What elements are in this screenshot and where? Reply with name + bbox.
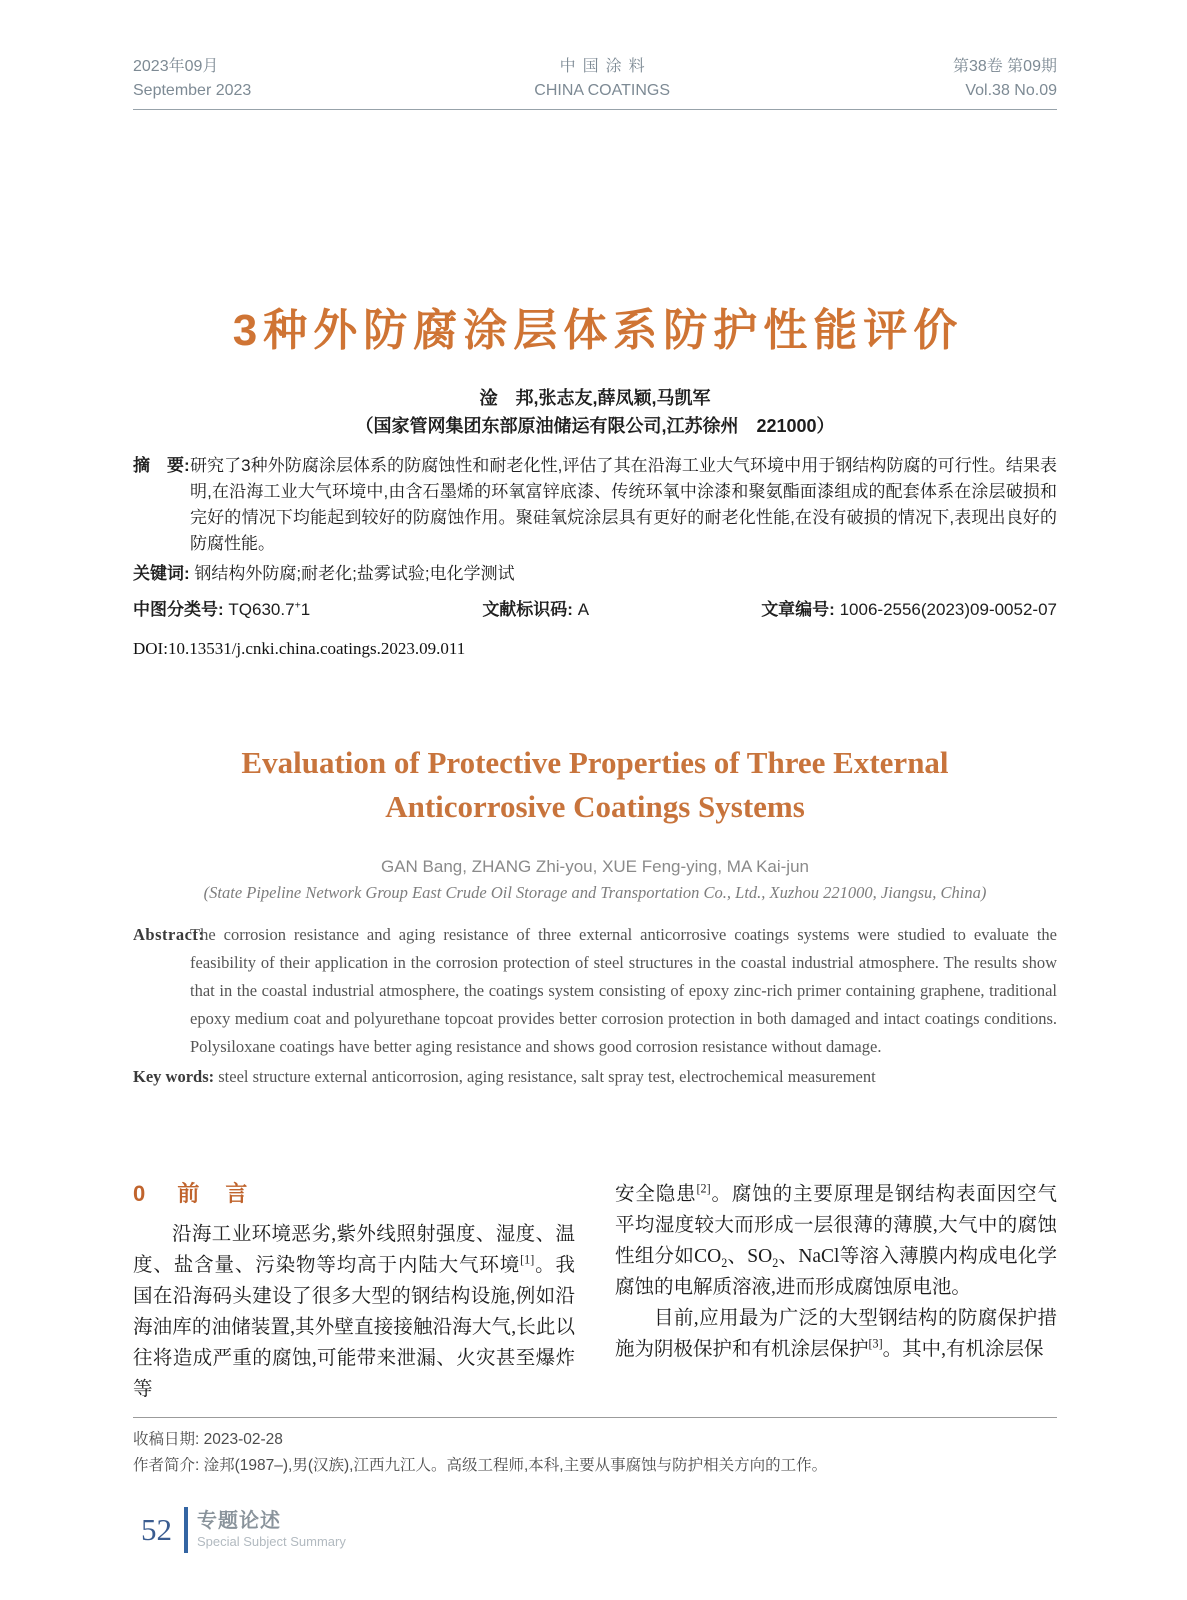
header-journal-name-en: CHINA COATINGS (534, 82, 670, 99)
classification-row (133, 597, 1057, 623)
clc-value: TQ630.7+1 (228, 599, 311, 619)
header-issue-cn: 第38卷 第09期 (952, 58, 1057, 75)
abstract-en-text: The corrosion resistance and aging resistance of three external anticorrosive coatings systems were studied to evaluate the feasibility of their application in the corrosion protection of steel structures in the coastal industrial atmosphere. The results show that in the coastal industrial atmosphere, the coatings system consisting of epoxy zinc-rich primer containing graphene, traditional epoxy medium coat and polyurethane topcoat provides better corrosion protection in both damaged and intact coatings conditions. Polysiloxane coatings have better aging resistance and shows good corrosion resistance without damage. (190, 925, 1057, 1056)
header-date-en: September 2023 (133, 82, 252, 99)
body-left-column (133, 1179, 575, 1405)
journal-header (133, 55, 1057, 110)
keywords-cn-label: 关键词: (133, 564, 190, 583)
received-date-label: 收稿日期: (133, 1431, 200, 1448)
header-date-block (133, 55, 251, 103)
authors-cn: 淦 邦,张志友,薛凤颖,马凯军 (479, 388, 711, 408)
article-id (761, 597, 1057, 623)
received-date-value: 2023-02-28 (203, 1431, 283, 1448)
article-title-en (133, 741, 1057, 829)
clc-number (133, 597, 310, 623)
column-title-en: Special Subject Summary (197, 1534, 346, 1549)
document-code-label: 文献标识码: (482, 600, 573, 619)
page-footer (133, 1507, 1057, 1553)
body-columns (133, 1179, 1057, 1405)
document-code (482, 597, 589, 623)
body-right-column (615, 1179, 1057, 1405)
header-date-cn: 2023年09月 (133, 58, 219, 75)
body-paragraph: 沿海工业环境恶劣,紫外线照射强度、湿度、温度、盐含量、污染物等均高于内陆大气环境[1]。我国在沿海码头建设了很多大型的钢结构设施,例如沿海油库的油储装置,其外壁直接接触沿海大气,长此以往将造成严重的腐蚀,可能带来泄漏、火灾甚至爆炸等 (133, 1224, 575, 1400)
section-title: 前 言 (177, 1181, 250, 1206)
column-title-cn: 专题论述 (197, 1510, 281, 1532)
abstract-en-label: Abstract: (133, 925, 205, 944)
header-issue-en: Vol.38 No.09 (965, 82, 1057, 99)
body-paragraph: 安全隐患[2]。腐蚀的主要原理是钢结构表面因空气平均湿度较大而形成一层很薄的薄膜,大气中的腐蚀性组分如$CO_2$、$SO_2$、NaCl等溶入薄膜内构成电化学腐蚀的电解质溶液,进而形成腐蚀原电池。 (615, 1181, 1057, 1298)
header-journal-name-cn: 中国涂料 (559, 58, 652, 75)
article-title-en-line2: Anticorrosive Coatings Systems (385, 789, 805, 824)
article-id-label: 文章编号: (761, 600, 835, 619)
author-bio-label: 作者简介: (133, 1457, 200, 1474)
article-title-cn: 3种外防腐涂层体系防护性能评价 (232, 306, 964, 355)
abstract-cn-label: 摘 要: (133, 456, 190, 475)
authors-en: GAN Bang, ZHANG Zhi-you, XUE Feng-ying, MA Kai-jun (381, 857, 809, 876)
abstract-en (133, 921, 1057, 1061)
article-id-value: 1006-2556(2023)09-0052-07 (839, 600, 1057, 619)
affiliation-cn: （国家管网集团东部原油储运有限公司,江苏徐州 221000） (355, 416, 835, 436)
section-heading-intro (133, 1179, 575, 1209)
keywords-en (133, 1063, 1057, 1091)
received-date-line (133, 1427, 1057, 1453)
header-journal-block (534, 55, 670, 103)
keywords-cn (133, 561, 1057, 587)
keywords-en-label: Key words: (133, 1067, 215, 1086)
affiliation-en: (State Pipeline Network Group East Crude Oil Storage and Transportation Co., Ltd., Xuzhou 221000, Jiangsu, China) (203, 883, 987, 902)
doi-line: DOI:10.13531/j.cnki.china.coatings.2023.09.011 (133, 639, 466, 658)
keywords-cn-text: 钢结构外防腐;耐老化;盐雾试验;电化学测试 (194, 564, 515, 583)
article-title-en-line1: Evaluation of Protective Properties of Three External (241, 745, 949, 780)
document-code-value: A (577, 600, 590, 619)
keywords-en-text: steel structure external anticorrosion, aging resistance, salt spray test, electrochemical measurement (218, 1067, 876, 1086)
footer-divider-bar (184, 1507, 188, 1553)
footnote-block (133, 1417, 1057, 1479)
section-number: 0 (133, 1181, 146, 1206)
clc-label: 中图分类号: (133, 600, 224, 619)
abstract-cn-text: 研究了3种外防腐涂层体系的防腐蚀性和耐老化性,评估了其在沿海工业大气环境中用于钢结构防腐的可行性。结果表明,在沿海工业大气环境中,由含石墨烯的环氧富锌底漆、传统环氧中涂漆和聚氨酯面漆组成的配套体系在涂层破损和完好的情况下均能起到较好的防腐蚀作用。聚硅氧烷涂层具有更好的耐老化性能,在没有破损的情况下,表现出良好的防腐性能。 (190, 456, 1057, 553)
header-issue-block (953, 55, 1057, 103)
column-title-block (197, 1509, 346, 1551)
abstract-cn (133, 453, 1057, 557)
page-number: 52 (141, 1512, 172, 1547)
author-bio-text: 淦邦(1987–),男(汉族),江西九江人。高级工程师,本科,主要从事腐蚀与防护相关方向的工作。 (203, 1457, 828, 1474)
body-paragraph: 目前,应用最为广泛的大型钢结构的防腐保护措施为阴极保护和有机涂层保护[3]。其中,有机涂层保 (615, 1308, 1057, 1360)
author-bio-line (133, 1453, 1057, 1479)
